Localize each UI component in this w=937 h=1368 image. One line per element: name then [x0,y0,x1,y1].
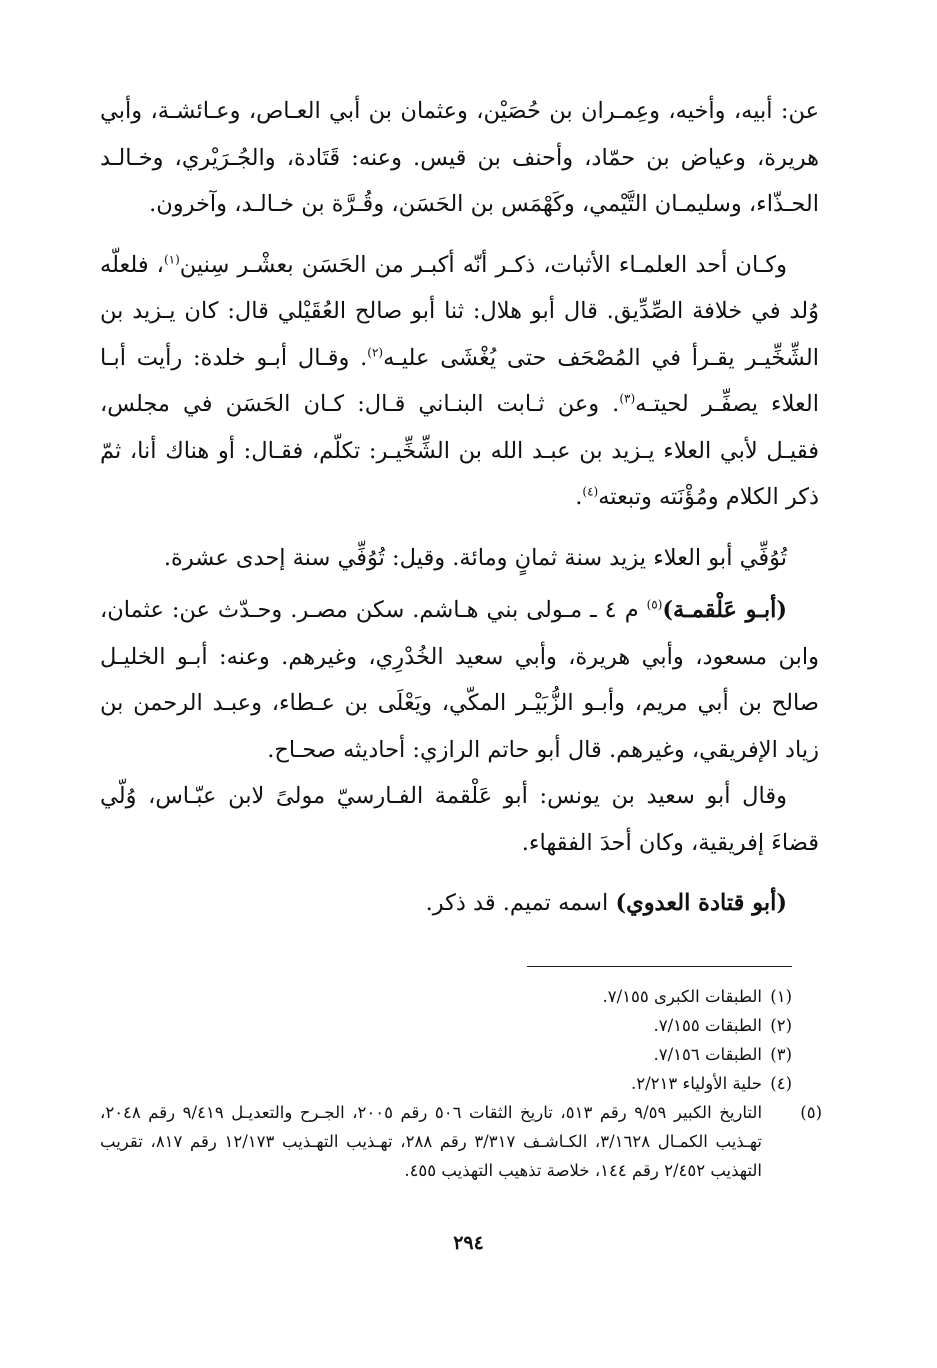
footnote-number: (٢) [770,1016,792,1035]
paragraph-6 [100,880,819,927]
footnotes [100,982,823,1185]
footnote-text: حلية الأولياء ٢/٢١٣. [631,1074,762,1093]
paragraph-6-text: اسمه تميم. قد ذكر. [425,890,616,916]
paragraph-3-text: تُوُفِّي أبو العلاء يزيد سنة ثمانٍ ومائة. وقيل: تُوُفِّي سنة إحدى عشرة. [163,544,787,571]
paragraph-1 [100,88,819,228]
footnote-1 [100,982,792,1011]
page-number: ٢٩٤ [453,1232,484,1254]
footnote-number: (٣) [770,1045,792,1064]
paragraph-5-text: وقال أبو سعيد بن يونس: أبو عَلْقمة الفـارسيّ مولىً لابن عبّـاس، وُلّي قضاءَ إفريقية، وكان أحدَ الفقهاء. [100,783,819,856]
footnote-number: (١) [770,987,792,1006]
footnote-marker-1[interactable]: (١) [163,252,180,266]
footnote-2 [100,1011,792,1040]
paragraph-2-text-a: وكـان أحد العلمـاء الأثبات، ذكـر أنّه أكبـر من الحَسَن بعشْـر سِنين [179,251,787,278]
paragraph-3 [100,535,819,582]
main-text [100,88,819,927]
footnote-divider [527,966,792,967]
footnote-text: الطبقات ٧/١٥٦. [653,1045,762,1064]
paragraph-2-text-d: . وعن ثـابت البنـاني قـال: كـان الحَسَن في مجلس، فقيـل لأبي العلاء يـزيد بن عبـد الله بن الشِّخِّيـر: تكلّم، فقـال: أو هناك أنا، ثمّ ذكر الكلام ومُؤْنَته وتبعته [100,391,819,510]
footnote-4 [100,1069,792,1098]
paragraph-1-text: عن: أبيه، وأخيه، وعِمـران بن حُصَيْن، وعثمان بن أبي العـاص، وعـائشـة، وأبي هريرة، وعياض بن حمّاد، وأحنف بن قيس. وعنه: قَتَادة، والجُـرَيْري، وخـالـد الحـذّاء، وسليمـان التَّيْمي، وكَهْمَس بن الحَسَن، وقُـرَّة بن خـالـد، وآخرون. [100,98,819,217]
paragraph-2 [100,242,819,521]
entry-heading-abu-qatada: (أبو قتادة العدوي) [615,890,787,916]
footnote-text: التاريخ الكبير ٩/٥٩ رقم ٥١٣، تاريخ الثقات ٥٠٦ رقم ٢٠٠٥، الجـرح والتعديـل ٩/٤١٩ رقم ٢٠٤٨، تهـذيب الكمـال ٣/١٦٢٨، الكـاشـف ٣/٣١٧ رقم ٢٨٨، تهـذيب التهـذيب ١٢/١٧٣ رقم ٨١٧، تقريب التهذيب ٢/٤٥٢ رقم ١٤٤، خلاصة تذهيب التهذيب ٤٥٥. [100,1103,763,1180]
footnote-number: (٥) [800,1103,823,1122]
entry-heading-abu-alqama: (أبـو عَلْقمـة) [662,597,787,623]
paragraph-4 [100,587,819,773]
footnote-5 [100,1098,823,1185]
footnote-text: الطبقات الكبرى ٧/١٥٥. [602,987,762,1006]
paragraph-2-text-e: . [575,484,583,510]
footnote-marker-2[interactable]: (٢) [367,345,384,359]
paragraph-5 [100,773,819,866]
footnote-marker-3[interactable]: (٣) [619,391,636,406]
paragraph-4-text: م ٤ ـ مـولى بني هـاشم. سكن مصـر. وحـدّث عن: عثمان، وابن مسعود، وأبي هريرة، وأبي سعيد الخُدْرِي، وغيرهم. وعنه: أبـو الخليـل صالح بن أبي مريم، وأبـو الزُّبَيْـر المكّي، ويَعْلَى بن عـطاء، وعبـد الرحمن بن زياد الإفريقي، وغيرهم. قال أبو حاتم الرازي: أحاديثه صحـاح. [100,597,819,763]
footnote-text: الطبقات ٧/١٥٥. [653,1016,762,1035]
footnote-number: (٤) [770,1074,792,1093]
footnote-marker-4[interactable]: (٤) [582,484,599,499]
footnote-3 [100,1040,792,1069]
paragraph-2-text-c: . وقـال أبـو خلدة: رأيت أبـا العلاء يصفِّـر لحيتـه [100,344,819,417]
footnote-marker-5[interactable]: (٥) [646,597,663,612]
paragraph-2-text-b: ، فلعلّه وُلد في خلافة الصِّدِّيق. قال أبو هلال: ثنا أبو صالح العُقَيْلي قال: كان يـزيد بن الشِّخِّيـر يقـرأ في المُصْحَف حتى يُغْشَى عليـه [100,251,819,371]
